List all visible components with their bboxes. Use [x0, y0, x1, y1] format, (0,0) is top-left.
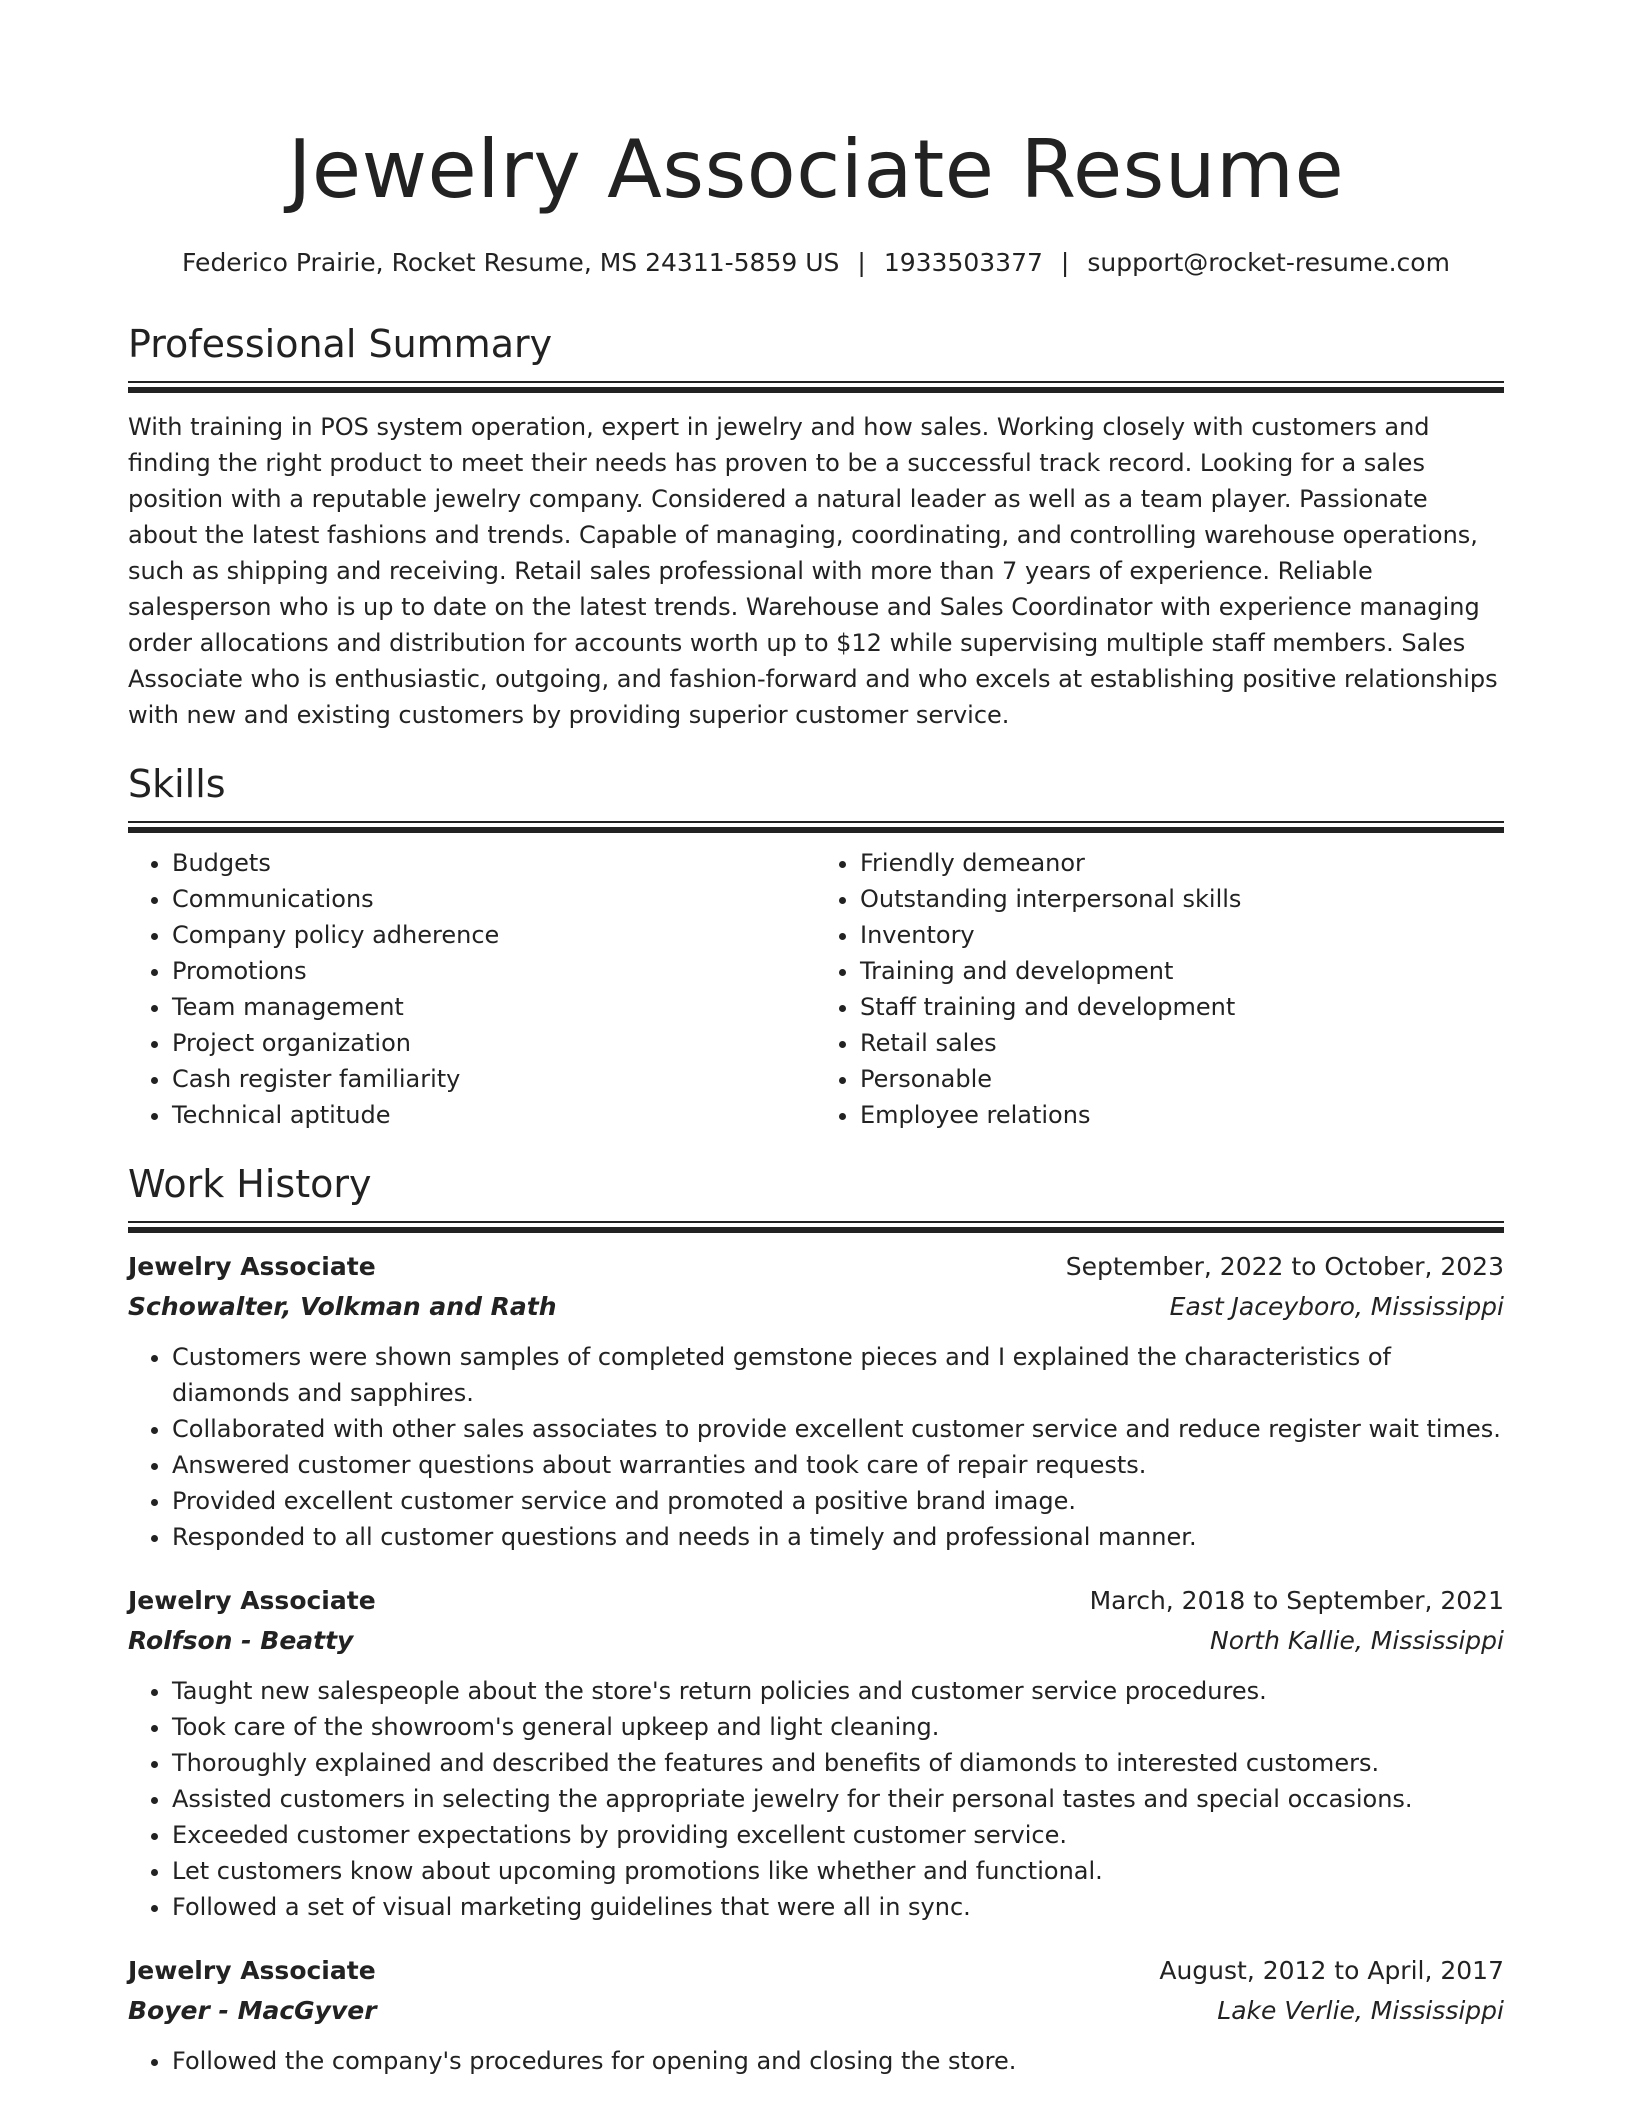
job-bullet: • Thoroughly explained and described the features and benefits of diamonds to interested customers. [172, 1745, 1504, 1781]
skill-item: • Promotions [172, 953, 816, 989]
page-title: Jewelry Associate Resume [287, 123, 1345, 216]
skill-item: • Personable [860, 1061, 1504, 1097]
job-bullet: • Followed the company's procedures for opening and closing the store. [172, 2043, 1504, 2079]
contact-address: Federico Prairie, Rocket Resume, MS 24311-5859 US [182, 248, 840, 277]
skill-item: • Training and development [860, 953, 1504, 989]
job-bullet: • Answered customer questions about warranties and took care of repair requests. [172, 1447, 1504, 1483]
skills-list-right [816, 845, 1504, 1133]
job-entry [128, 1951, 1504, 2079]
summary-heading: Professional Summary [128, 322, 553, 366]
contact-separator: | [857, 248, 866, 277]
job-bullet: • Taught new salespeople about the store's return policies and customer service procedures. [172, 1673, 1504, 1709]
contact-email: support@rocket-resume.com [1087, 248, 1450, 277]
job-dates: August, 2012 to April, 2017 [1159, 1956, 1504, 1985]
section-divider [128, 381, 1504, 393]
skills-section [128, 759, 1504, 1133]
job-company-row [128, 1991, 1504, 2031]
job-location: Lake Verlie, Mississippi [1217, 1996, 1504, 2025]
job-company: Rolfson - Beatty [128, 1626, 354, 1655]
skill-item: • Budgets [172, 845, 816, 881]
skill-item: • Outstanding interpersonal skills [860, 881, 1504, 917]
contact-phone: 1933503377 [883, 248, 1043, 277]
job-header-row [128, 1581, 1504, 1621]
skill-item: • Employee relations [860, 1097, 1504, 1133]
summary-text: With training in POS system operation, expert in jewelry and how sales. Working closely with customers and finding the right product to meet their needs has proven to be a successful track record. Looking for a sales position with a reputable jewelry company. Considered a natural leader as well as a team player. Passionate about the latest fashions and trends. Capable of managing, coordinating, and controlling warehouse operations, such as shipping and receiving. Retail sales professional with more than 7 years of experience. Reliable salesperson who is up to date on the latest trends. Warehouse and Sales Coordinator with experience managing order allocations and distribution for accounts worth up to $12 while supervising multiple staff members. Sales Associate who is enthusiastic, outgoing, and fashion-forward and who excels at establishing positive relationships with new and existing customers by providing superior customer service. [128, 413, 1498, 729]
summary-section [128, 319, 1504, 733]
job-entry [128, 1247, 1504, 1555]
job-entry [128, 1581, 1504, 1925]
job-bullets [128, 2043, 1504, 2079]
job-bullet: • Responded to all customer questions and needs in a timely and professional manner. [172, 1519, 1504, 1555]
contact-separator: | [1060, 248, 1070, 277]
job-bullet: • Customers were shown samples of completed gemstone pieces and I explained the characteristics of diamonds and sapphires. [172, 1339, 1504, 1411]
job-company: Schowalter, Volkman and Rath [128, 1292, 557, 1321]
job-bullet: • Followed a set of visual marketing guidelines that were all in sync. [172, 1889, 1504, 1925]
job-bullets [128, 1673, 1504, 1925]
skill-item: • Staff training and development [860, 989, 1504, 1025]
skill-item: • Retail sales [860, 1025, 1504, 1061]
job-title: Jewelry Associate [128, 1252, 376, 1281]
job-title: Jewelry Associate [128, 1586, 376, 1615]
job-bullet: • Let customers know about upcoming promotions like whether and functional. [172, 1853, 1504, 1889]
section-divider [128, 1221, 1504, 1233]
skill-item: • Cash register familiarity [172, 1061, 816, 1097]
job-dates: September, 2022 to October, 2023 [1065, 1252, 1504, 1281]
job-bullet: • Collaborated with other sales associates to provide excellent customer service and reduce register wait times. [172, 1411, 1504, 1447]
skill-item: • Company policy adherence [172, 917, 816, 953]
job-bullet: • Provided excellent customer service and promoted a positive brand image. [172, 1483, 1504, 1519]
job-bullets [128, 1339, 1504, 1555]
job-company: Boyer - MacGyver [128, 1996, 377, 2025]
work-history-section [128, 1159, 1504, 2079]
section-divider [128, 821, 1504, 833]
job-bullet: • Assisted customers in selecting the appropriate jewelry for their personal tastes and special occasions. [172, 1781, 1504, 1817]
skill-item: • Technical aptitude [172, 1097, 816, 1133]
skill-item: • Inventory [860, 917, 1504, 953]
job-company-row [128, 1621, 1504, 1661]
contact-line [128, 248, 1504, 277]
job-header-row [128, 1247, 1504, 1287]
job-company-row [128, 1287, 1504, 1327]
skill-item: • Communications [172, 881, 816, 917]
job-bullet: • Took care of the showroom's general upkeep and light cleaning. [172, 1709, 1504, 1745]
skills-columns [128, 845, 1504, 1133]
skill-item: • Friendly demeanor [860, 845, 1504, 881]
job-header-row [128, 1951, 1504, 1991]
skills-heading: Skills [128, 762, 226, 806]
skills-list-left [128, 845, 816, 1133]
skill-item: • Team management [172, 989, 816, 1025]
job-bullet: • Exceeded customer expectations by providing excellent customer service. [172, 1817, 1504, 1853]
work-history-heading: Work History [128, 1162, 372, 1206]
job-title: Jewelry Associate [128, 1956, 376, 1985]
job-location: North Kallie, Mississippi [1210, 1626, 1504, 1655]
job-location: East Jaceyboro, Mississippi [1169, 1292, 1504, 1321]
job-dates: March, 2018 to September, 2021 [1089, 1586, 1504, 1615]
skill-item: • Project organization [172, 1025, 816, 1061]
